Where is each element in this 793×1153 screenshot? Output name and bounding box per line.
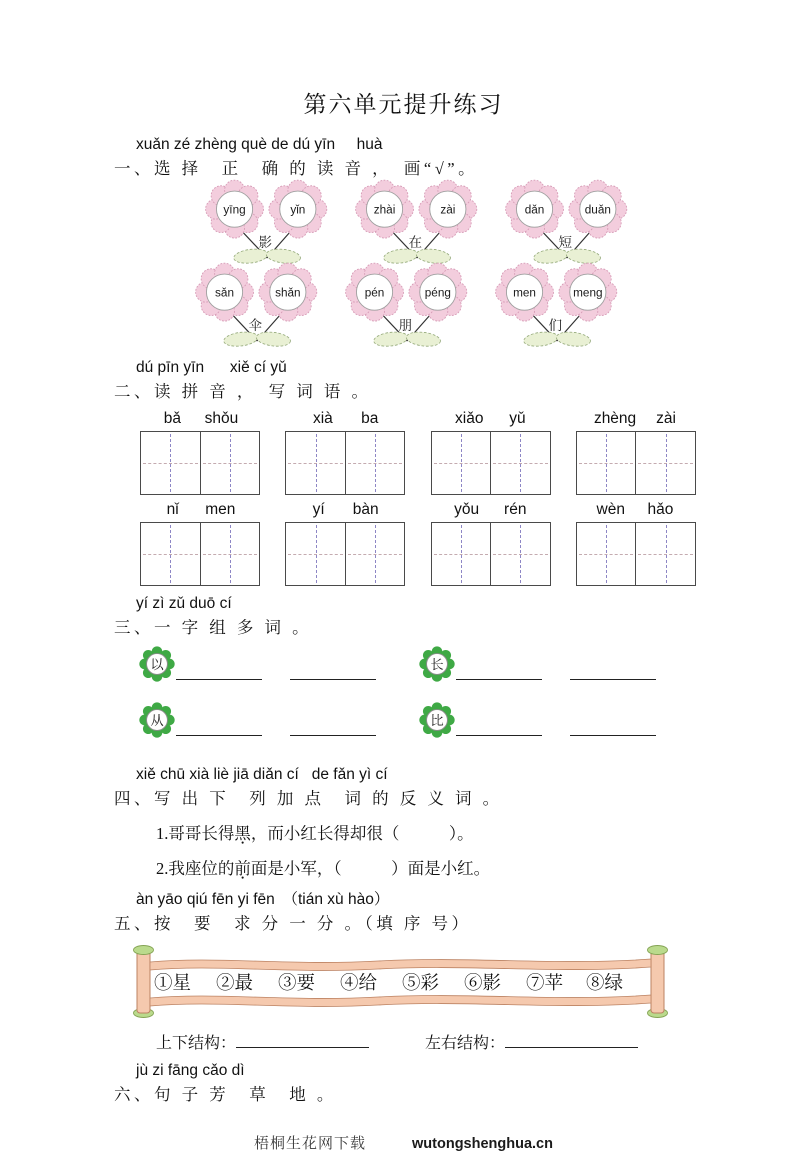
target-character: 们 bbox=[548, 317, 563, 333]
site-url: wutongshenghua.cn bbox=[412, 1135, 553, 1152]
tianzige-grid bbox=[140, 431, 260, 495]
word-building-item bbox=[138, 645, 418, 683]
pinyin-label-row bbox=[140, 410, 696, 428]
pinyin-option: péng bbox=[424, 286, 451, 300]
word-pinyin bbox=[429, 410, 551, 428]
badge-character: 以 bbox=[150, 656, 164, 672]
pinyin-option: pén bbox=[364, 286, 385, 300]
syllable: zài bbox=[656, 410, 676, 428]
word-pinyin bbox=[574, 410, 696, 428]
scroll-roller-left bbox=[137, 950, 150, 1013]
tianzige-grid bbox=[431, 431, 551, 495]
grid-cell bbox=[432, 432, 491, 494]
banner-item: ⑤彩 bbox=[402, 974, 440, 995]
syllable: bǎ bbox=[163, 410, 181, 428]
banner-item: ⑥影 bbox=[464, 974, 502, 995]
pinyin-option: dǎn bbox=[524, 203, 545, 217]
tianzige-grid bbox=[576, 522, 696, 586]
section2-heading: 二、读 拼 音 ， 写 词 语 。 bbox=[114, 381, 372, 401]
grid-cell bbox=[286, 523, 345, 585]
section-antonyms bbox=[114, 765, 693, 882]
pinyin-option: men bbox=[513, 286, 536, 300]
word-building-item bbox=[418, 701, 698, 739]
banner-item: ④给 bbox=[340, 974, 378, 995]
word-pinyin bbox=[140, 501, 262, 519]
banner-item: ③要 bbox=[278, 974, 316, 995]
grid-cell bbox=[286, 432, 345, 494]
scroll-roller-right bbox=[651, 950, 664, 1013]
syllable: shǒu bbox=[204, 410, 239, 428]
flower-badge bbox=[418, 645, 456, 683]
word-building-item bbox=[138, 701, 418, 739]
grid-cell bbox=[200, 523, 260, 585]
section5-heading: 五、按 要 求 分 一 分 。（填 序 号） bbox=[114, 914, 472, 934]
answer-line bbox=[290, 662, 376, 681]
pinyin-option: zhài bbox=[373, 203, 396, 217]
grid-cell bbox=[200, 432, 260, 494]
syllable: yí bbox=[312, 501, 325, 519]
flower-badge bbox=[418, 701, 456, 739]
answer-line bbox=[505, 1031, 638, 1048]
section4-pinyin: xiě chū xià liè jiā diǎn cí de fǎn yì cí bbox=[136, 766, 388, 784]
banner-item: ⑦苹 bbox=[526, 974, 564, 995]
scroll-banner bbox=[128, 943, 693, 1026]
pinyin-flower-pair bbox=[350, 182, 486, 267]
pinyin-label-row bbox=[140, 501, 696, 519]
answer-line bbox=[236, 1031, 369, 1048]
pinyin-option: duǎn bbox=[584, 203, 611, 217]
answer-line bbox=[456, 718, 542, 737]
syllable: yǔ bbox=[509, 410, 526, 428]
word-pinyin bbox=[574, 501, 696, 519]
sentence-text: 面是小军，（ ）面是小红。 bbox=[250, 859, 491, 879]
section6-pinyin: jù zi fāng cǎo dì bbox=[136, 1062, 245, 1080]
section6-heading: 六、句 子 芳 草 地 。 bbox=[114, 1085, 337, 1105]
syllable: zhèng bbox=[593, 410, 637, 428]
writing-grid-zone bbox=[140, 410, 696, 586]
syllable: bàn bbox=[352, 501, 379, 519]
scroll-cap bbox=[648, 946, 668, 955]
antonym-sentence-2 bbox=[156, 856, 693, 882]
syllable: xiǎo bbox=[455, 410, 484, 428]
banner-item: ⑧绿 bbox=[586, 974, 624, 995]
grid-cell bbox=[577, 432, 636, 494]
syllable: xià bbox=[312, 410, 333, 428]
tianzige-grid bbox=[140, 522, 260, 586]
section2-pinyin: dú pīn yīn xiě cí yǔ bbox=[136, 358, 287, 376]
section-choose-pronunciation bbox=[114, 135, 693, 350]
target-character: 在 bbox=[408, 234, 423, 250]
syllable: nǐ bbox=[166, 501, 179, 519]
section-word-building bbox=[114, 594, 693, 757]
pinyin-option: yīng bbox=[223, 203, 246, 217]
tianzige-grid bbox=[285, 522, 405, 586]
structure-answer-row bbox=[156, 1030, 693, 1053]
tianzige-grid bbox=[285, 431, 405, 495]
writing-grid-row bbox=[140, 431, 696, 495]
section-write-words bbox=[114, 358, 693, 587]
target-character: 朋 bbox=[398, 317, 413, 333]
site-name: 梧桐生花网下载 bbox=[254, 1135, 367, 1152]
pinyin-flower-pair bbox=[490, 265, 626, 350]
writing-grid-row bbox=[140, 522, 696, 586]
syllable: hǎo bbox=[647, 501, 674, 519]
grid-cell bbox=[577, 523, 636, 585]
grid-cell bbox=[490, 523, 550, 585]
syllable: yǒu bbox=[454, 501, 480, 519]
syllable: wèn bbox=[596, 501, 625, 519]
badge-character: 从 bbox=[150, 712, 164, 728]
scroll-cap bbox=[134, 946, 154, 955]
scroll-banner-graphic bbox=[128, 943, 673, 1021]
target-character: 伞 bbox=[248, 317, 263, 333]
pinyin-option: sǎn bbox=[215, 286, 235, 300]
syllable: ba bbox=[361, 410, 379, 428]
sentence-text: 哥哥长得 bbox=[168, 823, 235, 843]
pinyin-flower-pair bbox=[200, 182, 336, 267]
answer-line bbox=[290, 718, 376, 737]
label-left-right-structure: 左右结构： bbox=[425, 1035, 506, 1053]
grid-cell bbox=[635, 432, 695, 494]
pinyin-flower-pair bbox=[500, 182, 636, 267]
word-building-item bbox=[418, 645, 698, 683]
syllable: rén bbox=[504, 501, 527, 519]
pinyin-option: shǎn bbox=[275, 286, 301, 300]
section1-pinyin: xuǎn zé zhèng què de dú yīn huà bbox=[136, 136, 383, 153]
grid-cell bbox=[432, 523, 491, 585]
item-number: 2. bbox=[156, 859, 169, 879]
grid-cell bbox=[141, 523, 200, 585]
section4-heading: 四、写 出 下 列 加 点 词 的 反 义 词 。 bbox=[114, 788, 503, 808]
tianzige-grid bbox=[576, 431, 696, 495]
grid-cell bbox=[635, 523, 695, 585]
target-character: 影 bbox=[258, 234, 273, 250]
item-number: 1. bbox=[156, 823, 169, 843]
flower-badge bbox=[138, 645, 176, 683]
syllable: men bbox=[205, 501, 236, 519]
pinyin-option: meng bbox=[573, 286, 603, 300]
sentence-text: 我座位的 bbox=[168, 859, 235, 879]
page-title: 第六单元提升练习 bbox=[303, 92, 504, 117]
word-pinyin bbox=[285, 410, 407, 428]
antonym-sentence-1 bbox=[156, 821, 693, 847]
answer-line bbox=[176, 662, 262, 681]
section5-pinyin: àn yāo qiú fēn yi fēn （tián xù hào） bbox=[136, 891, 390, 909]
answer-line bbox=[570, 662, 656, 681]
word-pinyin bbox=[429, 501, 551, 519]
grid-cell bbox=[345, 523, 405, 585]
pinyin-option: zài bbox=[440, 203, 456, 217]
banner-item: ②最 bbox=[216, 974, 254, 995]
flower-row-2 bbox=[190, 265, 626, 350]
word-pinyin bbox=[140, 410, 262, 428]
pinyin-option: yǐn bbox=[290, 203, 306, 217]
pinyin-flower-pair bbox=[340, 265, 476, 350]
tianzige-grid bbox=[431, 522, 551, 586]
scroll-band-top bbox=[150, 959, 651, 970]
scroll-band-bottom bbox=[150, 995, 651, 1006]
word-pinyin bbox=[285, 501, 407, 519]
grid-cell bbox=[141, 432, 200, 494]
page-footer bbox=[114, 1132, 693, 1153]
section3-pinyin: yí zì zǔ duō cí bbox=[136, 595, 232, 613]
section-sentence-garden bbox=[114, 1061, 693, 1108]
grid-cell bbox=[490, 432, 550, 494]
answer-line bbox=[456, 662, 542, 681]
banner-item: ①星 bbox=[154, 974, 192, 995]
target-character: 短 bbox=[558, 234, 573, 250]
section3-heading: 三、一 字 组 多 词 。 bbox=[114, 618, 313, 638]
flower-row-1 bbox=[200, 182, 636, 267]
badge-character: 比 bbox=[430, 712, 444, 728]
answer-line bbox=[176, 718, 262, 737]
dotted-word: 黑 ● bbox=[234, 824, 251, 843]
flower-badge bbox=[138, 701, 176, 739]
badge-character: 长 bbox=[430, 656, 444, 672]
dotted-word: 前 ● bbox=[234, 859, 251, 878]
grid-cell bbox=[345, 432, 405, 494]
word-building-grid bbox=[138, 645, 698, 757]
answer-line bbox=[570, 718, 656, 737]
section1-heading: 一、选 择 正 确 的 读 音 ， 画“√”。 bbox=[114, 158, 479, 178]
label-top-bottom-structure: 上下结构： bbox=[156, 1035, 237, 1053]
sentence-text: ，而小红长得却很（ ）。 bbox=[250, 823, 474, 843]
section-sort-characters bbox=[114, 890, 693, 1053]
pinyin-flower-pair bbox=[190, 265, 326, 350]
